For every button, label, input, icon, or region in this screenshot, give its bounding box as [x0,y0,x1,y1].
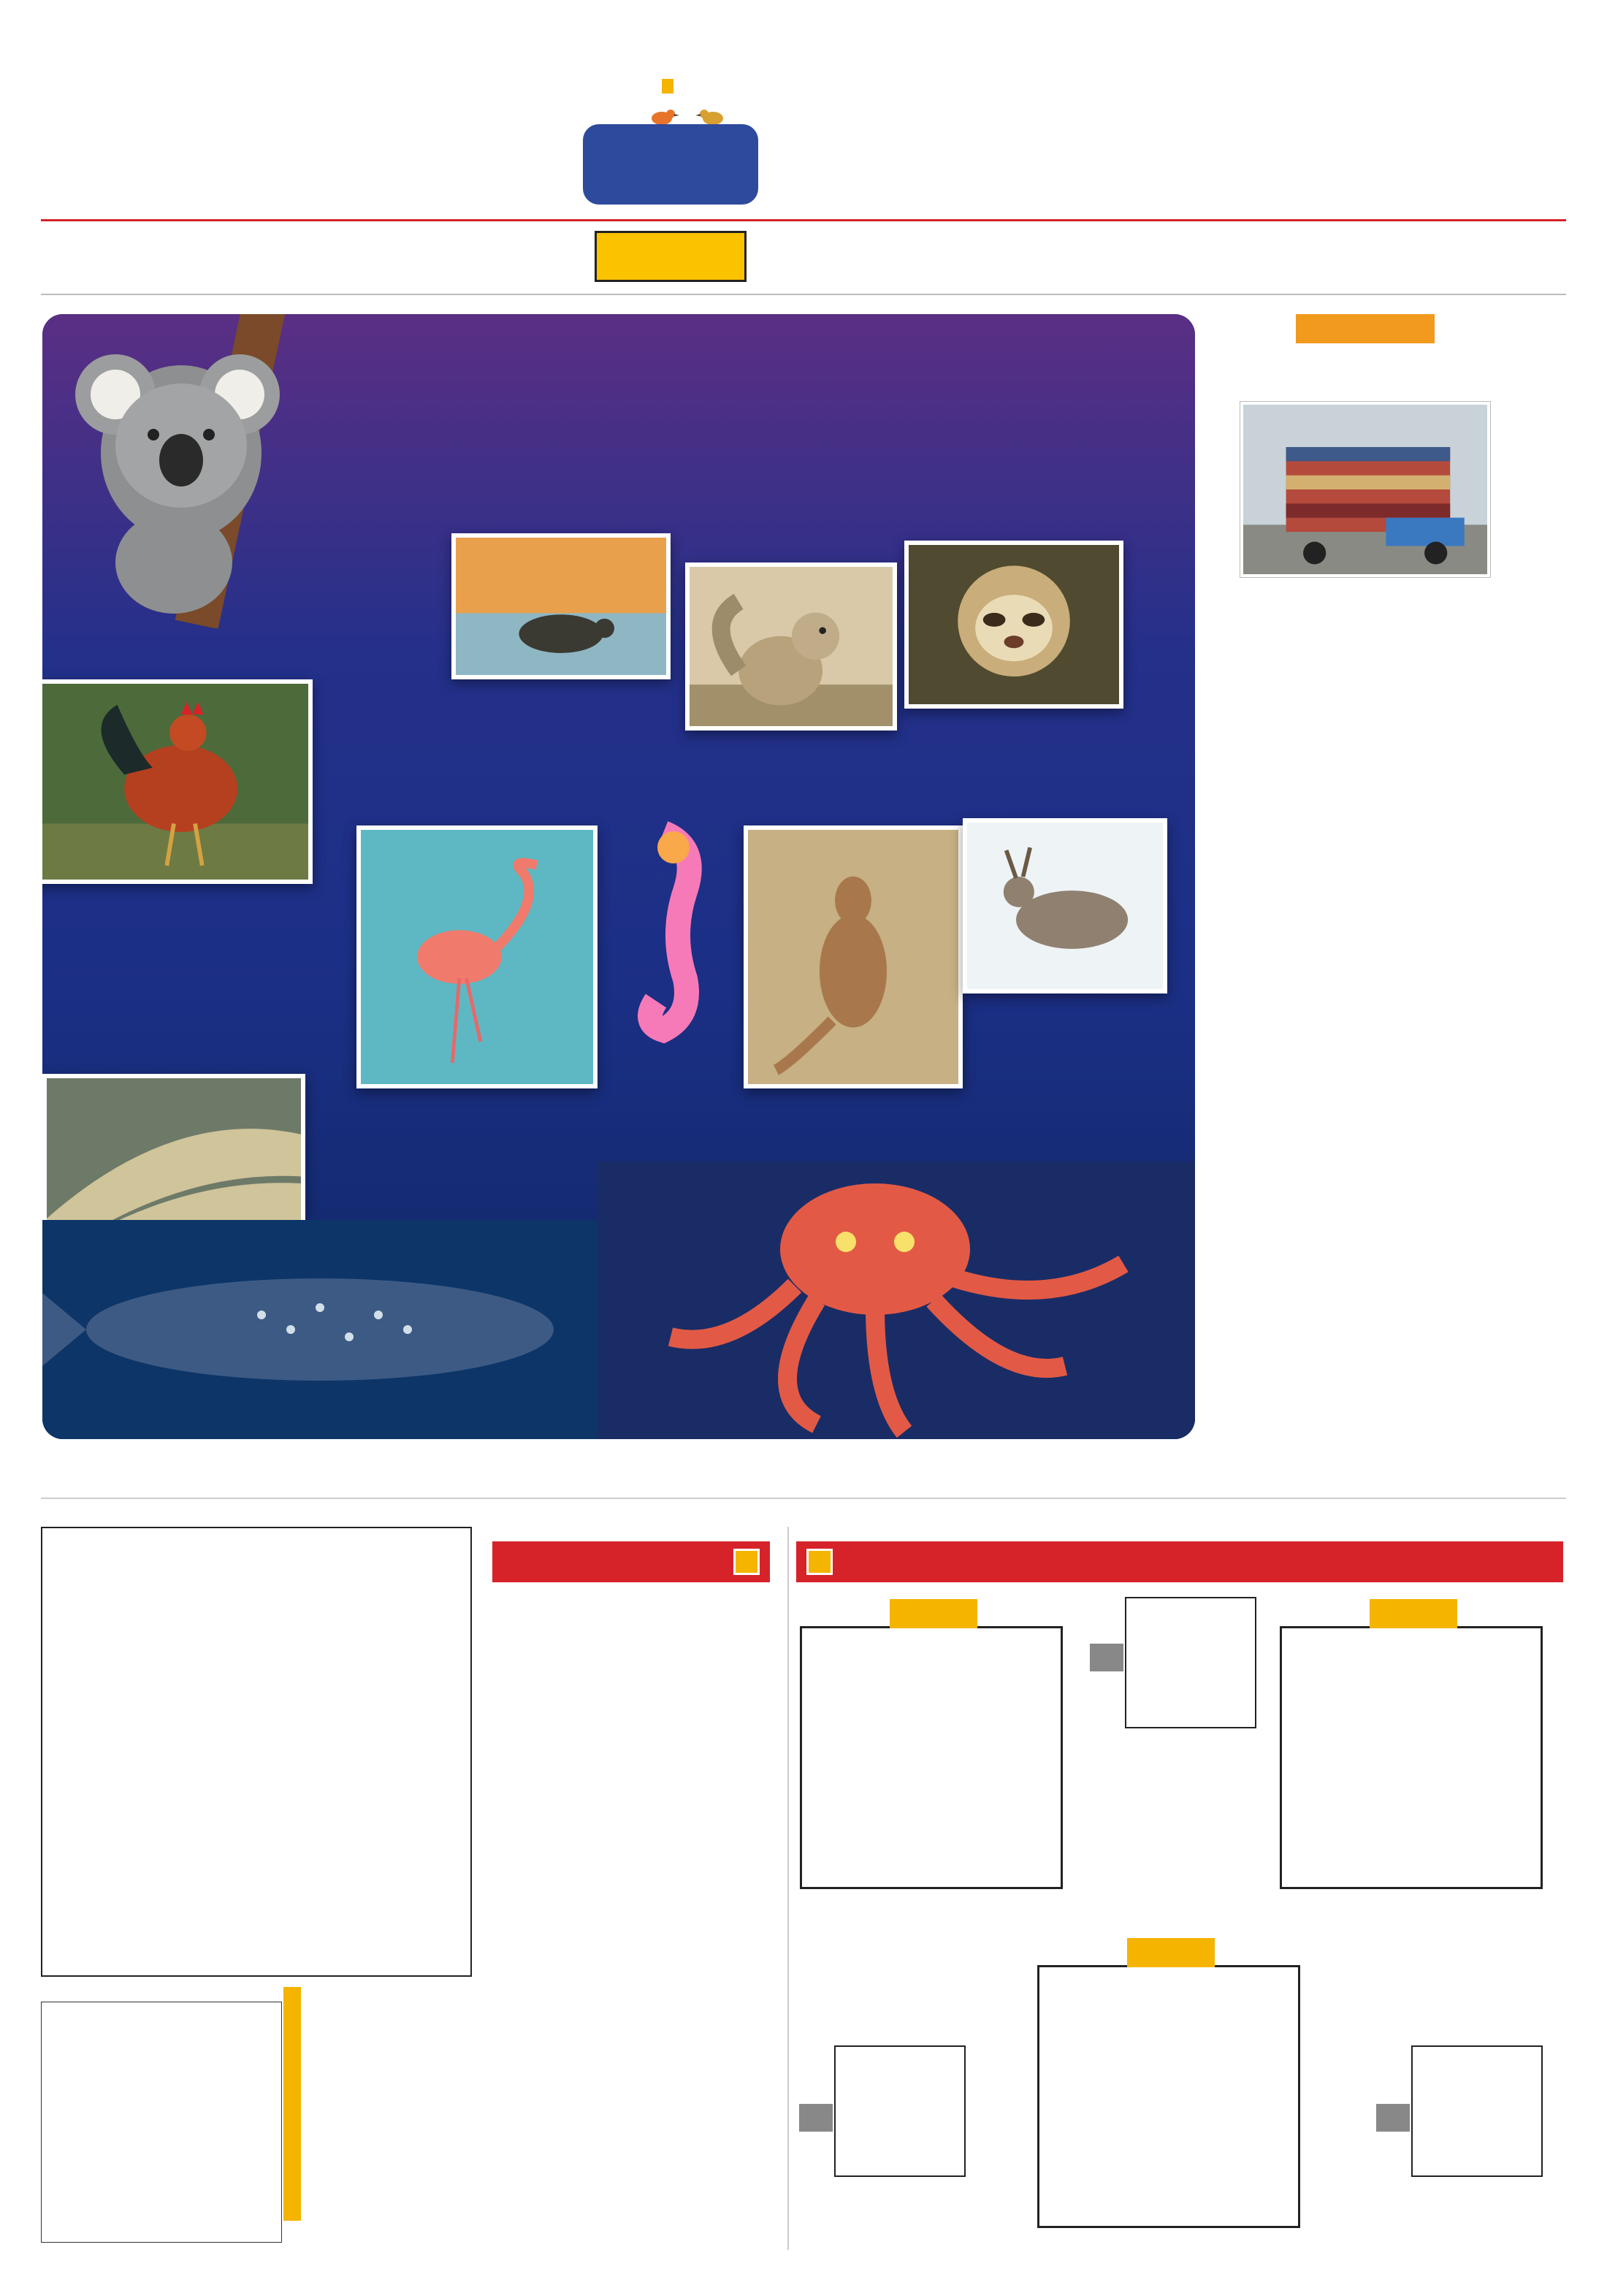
side-article-body [1218,592,1512,598]
answer-clues [289,1987,479,2235]
side-column [1218,314,1512,1439]
sudoku-label [890,1599,977,1628]
sudoku-easy[interactable] [1280,1626,1543,1889]
mini-sudoku-answer [1411,2045,1543,2177]
hafez-verse-box [583,124,758,205]
rooster-photo [42,679,313,884]
caption-kangaroo [744,1096,948,1099]
caption-vomit [689,738,886,741]
octopus-photo [598,1162,1195,1439]
caption-octopus [970,1286,1175,1289]
sudoku-title-wrap [806,1549,840,1575]
caption-rooster [50,884,262,887]
crossword-grid[interactable] [41,1527,472,1977]
crossword-clues [492,1541,770,2243]
hamshahri-mark-icon [733,1549,760,1575]
reindeer-photo [963,818,1167,993]
section-divider [41,1498,1566,1499]
caption-crocodile [247,1103,459,1106]
sudoku-label [1127,1938,1215,1967]
crossword-header [492,1541,770,1582]
whale-shark-photo [42,1220,598,1439]
caption-digestion [908,716,1112,719]
crossword-column-numbers [41,1503,472,1522]
mini-crossword-cells [41,2002,282,2243]
issue-info [662,80,673,92]
sudoku-hard[interactable] [800,1626,1063,1889]
carpet-truck-photo [1240,402,1490,577]
mini-sudoku-answer [834,2045,966,2177]
crossword-cells[interactable] [41,1527,472,1977]
mini-sudoku-tag [1376,2104,1410,2132]
sudoku-header [796,1541,1563,1582]
kangaroo-photo [744,825,963,1088]
squirrel-photo [685,562,897,731]
puzzle-divider [787,1527,789,2250]
wildlife-feature [42,314,1195,1439]
mini-sudoku-tag [799,2104,833,2132]
caption-reindeer [963,1001,1167,1004]
staff-box [41,95,574,278]
hamshahri-mark-icon [806,1549,833,1575]
caption-fingerprint [50,526,145,529]
sloth-photo [904,541,1123,709]
mini-sudoku-answer [1125,1597,1256,1728]
side-kicker [1296,314,1435,343]
crossword-row-numbers [473,1527,492,1977]
sudoku-label [1370,1599,1457,1628]
caption-whale-shark [145,1366,495,1369]
caption-meeting [451,694,671,697]
issue-badge [662,79,673,94]
masthead [41,80,1566,285]
previous-crossword-answers [41,2002,282,2243]
turtle-photo [451,533,671,679]
header-rule-bottom [41,294,1566,295]
flamingo-photo [356,825,598,1088]
koala-photo [72,314,291,628]
sudoku-medium[interactable] [1037,1965,1300,2228]
caption-flamingo [320,1096,532,1099]
seahorse-photo [598,818,729,1045]
mini-sudoku-tag [1090,1644,1123,1671]
last-page-button[interactable] [595,231,747,282]
caption-seahorse [587,1059,747,1062]
